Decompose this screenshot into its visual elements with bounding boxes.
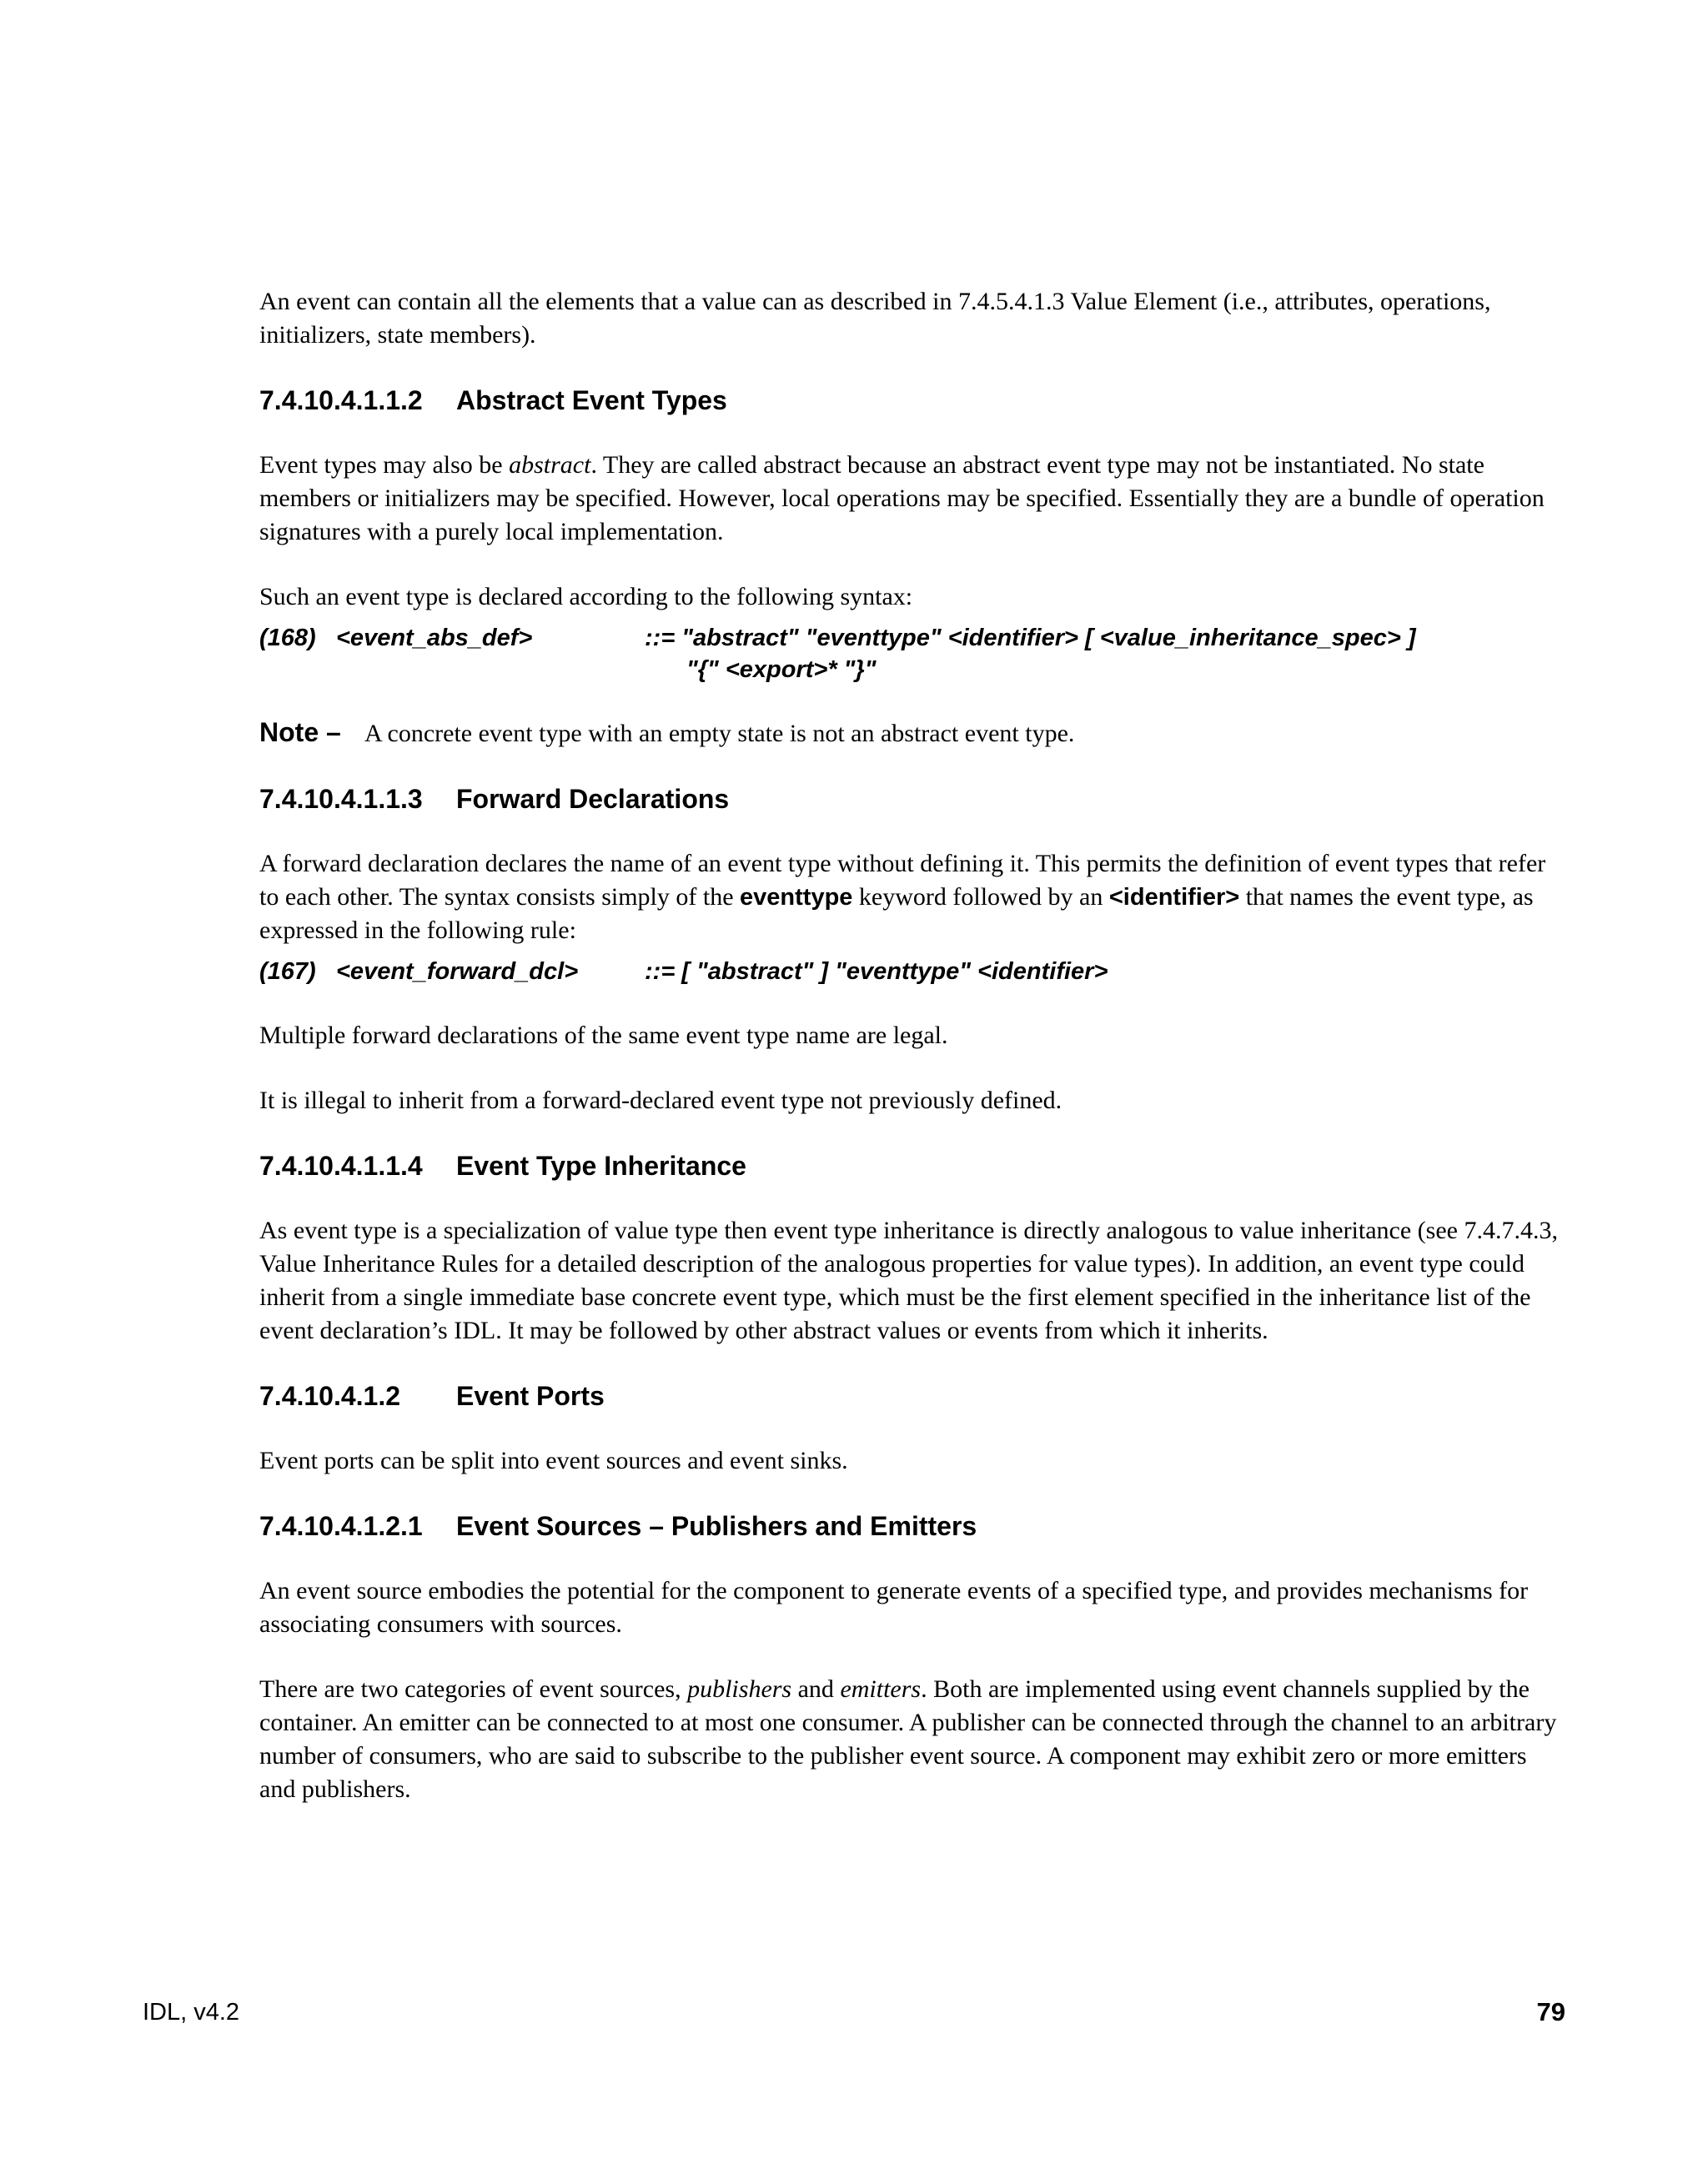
section-heading-event-sources	[259, 1509, 1569, 1543]
event-source-categories-paragraph	[259, 1673, 1569, 1806]
text-run: . Both are implemented using event channels supplied by the container. An emitter can be connected to at most one consumer. A publisher can be connected through the channel to an arbitrary number of consumers, who are said to subscribe to the publisher event source. A component may exhibit zero or more emitters and publishers.	[259, 1675, 1557, 1803]
section-number: 7.4.10.4.1.2.1	[259, 1511, 423, 1541]
section-heading-event-type-inheritance	[259, 1149, 1569, 1182]
section-number: 7.4.10.4.1.1.2	[259, 385, 423, 415]
text-run: A forward declaration declares the name of an event type without defining it. This permits the definition of event types that refer to each other. The syntax consists simply of the	[259, 850, 1546, 911]
section-number: 7.4.10.4.1.2	[259, 1381, 401, 1411]
section-title: Event Type Inheritance	[456, 1151, 746, 1181]
grammar-rule-168	[259, 622, 1569, 685]
text-run: that names the event type, as expressed in the following rule:	[259, 883, 1534, 944]
text-run: Event types may also be	[259, 451, 510, 479]
emphasis-publishers: publishers	[687, 1675, 792, 1703]
forward-legal-paragraph: Multiple forward declarations of the same event type name are legal.	[259, 1022, 948, 1049]
section-heading-event-ports	[259, 1379, 1569, 1413]
rule-number: (168)	[259, 625, 316, 651]
emphasis-abstract: abstract	[509, 451, 591, 479]
note	[259, 717, 1569, 751]
grammar-rule-167	[259, 956, 1569, 987]
section-title: Event Ports	[456, 1381, 605, 1411]
inheritance-paragraph: As event type is a specialization of value type then event type inheritance is directly analogous to value inheritance (see 7.4.7.4.3, Value Inheritance Rules for a detailed description of the analogous properties for value types). In addition, an event type could inherit from a single immediate base concrete event type, which must be the first element specified in the inheritance list of the event declaration’s IDL. It may be followed by other abstract values or events from which it inherits.	[259, 1217, 1558, 1344]
footer-page-number: 79	[1536, 1997, 1565, 2026]
section-heading-forward-declarations	[259, 782, 1569, 816]
page-body	[259, 285, 1569, 1806]
text-run: and	[791, 1675, 841, 1703]
event-source-paragraph: An event source embodies the potential for the component to generate events of a specified type, and provides mechanisms for associating consumers with sources.	[259, 1577, 1529, 1638]
section-title: Forward Declarations	[456, 784, 730, 814]
keyword-identifier: <identifier>	[1108, 884, 1240, 911]
text-run: There are two categories of event sources,	[259, 1675, 688, 1703]
rule-definition-continued: "{" <export>* "}"	[686, 656, 877, 683]
keyword-eventtype: eventtype	[740, 884, 853, 911]
section-number: 7.4.10.4.1.1.3	[259, 784, 423, 814]
rule-name: <event_abs_def>	[336, 625, 533, 651]
note-text: A concrete event type with an empty state is not an abstract event type.	[364, 720, 1075, 747]
syntax-intro-paragraph: Such an event type is declared according to the following syntax:	[259, 583, 913, 610]
rule-name: <event_forward_dcl>	[336, 958, 579, 985]
text-run: keyword followed by an	[852, 883, 1109, 911]
emphasis-emitters: emitters	[840, 1675, 922, 1703]
note-label: Note –	[259, 717, 341, 747]
intro-paragraph: An event can contain all the elements that a value can as described in 7.4.5.4.1.3 Value Element (i.e., attributes, operations, initializers, state members).	[259, 288, 1491, 349]
footer-document-title: IDL, v4.2	[143, 1999, 240, 2026]
text-run: . They are called abstract because an abstract event type may not be instantiated. No state members or initializers may be specified. However, local operations may be specified. Essentially they are a bundle of operation signatures with a purely local implementation.	[259, 451, 1545, 545]
section-title: Abstract Event Types	[456, 385, 727, 415]
section-number: 7.4.10.4.1.1.4	[259, 1151, 423, 1181]
rule-definition: ::= "abstract" "eventtype" <identifier> [ <value_inheritance_spec> ]	[645, 625, 1416, 651]
section-heading-abstract-event-types	[259, 384, 1569, 417]
event-ports-paragraph: Event ports can be split into event sources and event sinks.	[259, 1447, 848, 1474]
forward-declaration-paragraph	[259, 847, 1569, 947]
rule-number: (167)	[259, 958, 316, 985]
forward-illegal-paragraph: It is illegal to inherit from a forward-declared event type not previously defined.	[259, 1087, 1062, 1114]
section-title: Event Sources – Publishers and Emitters	[456, 1511, 977, 1541]
abstract-event-paragraph	[259, 449, 1569, 549]
rule-definition: ::= [ "abstract" ] "eventtype" <identifier>	[645, 958, 1108, 985]
